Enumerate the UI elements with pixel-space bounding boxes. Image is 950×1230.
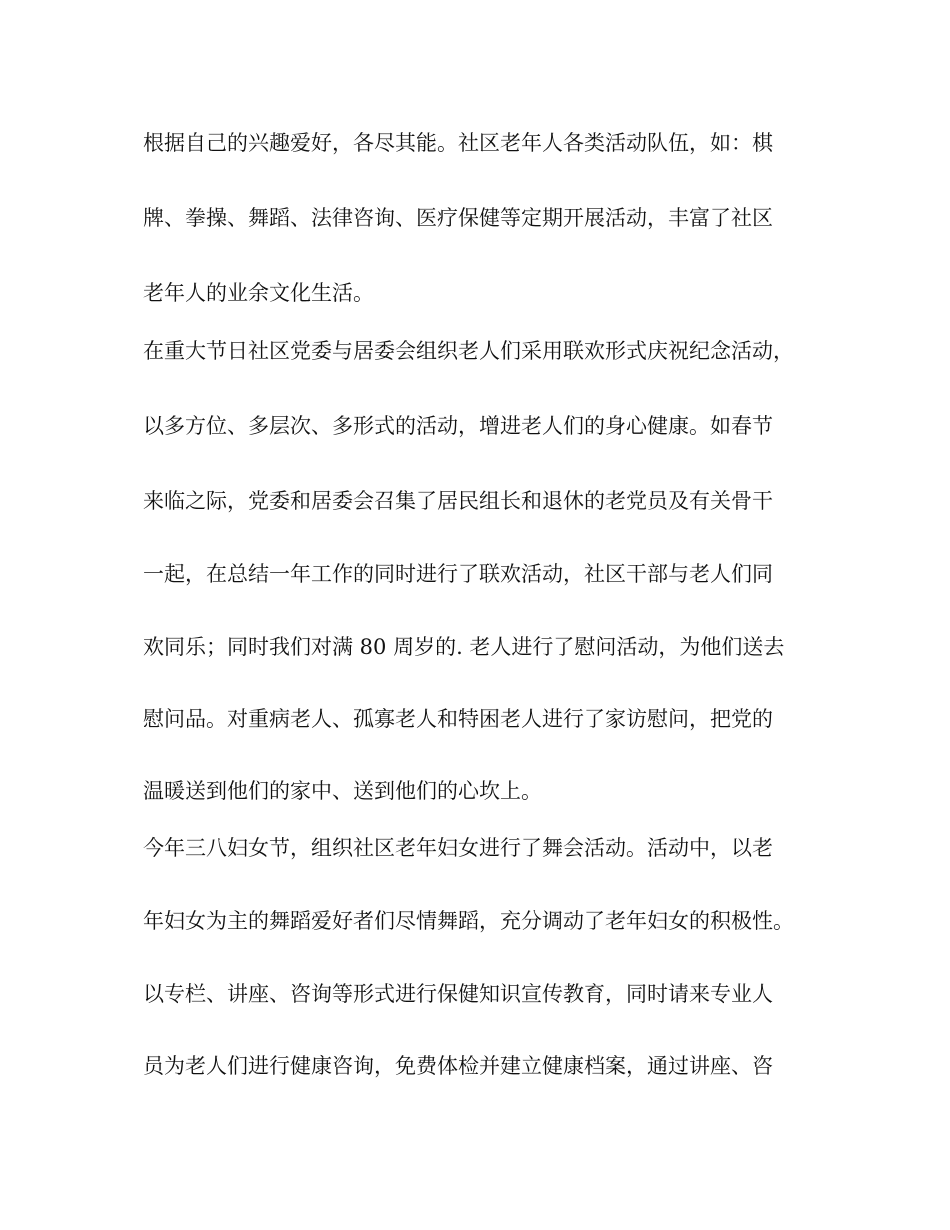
text-line: 慰问品。对重病老人、孤寡老人和特困老人进行了家访慰问，把党的 (143, 707, 773, 731)
text-line: 来临之际，党委和居委会召集了居民组长和退休的老党员及有关骨干 (143, 489, 773, 513)
text-line: 温暖送到他们的家中、送到他们的心坎上。 (143, 779, 542, 803)
text-line: 今年三八妇女节，组织社区老年妇女进行了舞会活动。活动中，以老 (143, 836, 773, 860)
text-line: 年妇女为主的舞蹈爱好者们尽情舞蹈，充分调动了老年妇女的积极性。 (143, 909, 794, 933)
text-line: 一起，在总结一年工作的同时进行了联欢活动，社区干部与老人们同 (143, 562, 773, 586)
text-line: 以专栏、讲座、咨询等形式进行保健知识宣传教育，同时请来专业人 (143, 982, 773, 1006)
text-line: 欢同乐；同时我们对满 80 周岁的. 老人进行了慰问活动，为他们送去 (143, 635, 785, 659)
text-line: 员为老人们进行健康咨询，免费体检并建立健康档案，通过讲座、咨 (143, 1054, 773, 1078)
text-line: 牌、拳操、舞蹈、法律咨询、医疗保健等定期开展活动，丰富了社区 (143, 206, 773, 230)
text-line: 以多方位、多层次、多形式的活动，增进老人们的身心健康。如春节 (143, 414, 773, 438)
text-line: 老年人的业余文化生活。 (143, 281, 374, 305)
text-line: 根据自己的兴趣爱好，各尽其能。社区老年人各类活动队伍，如：棋 (143, 131, 773, 155)
text-line: 在重大节日社区党委与居委会组织老人们采用联欢形式庆祝纪念活动， (143, 339, 794, 363)
